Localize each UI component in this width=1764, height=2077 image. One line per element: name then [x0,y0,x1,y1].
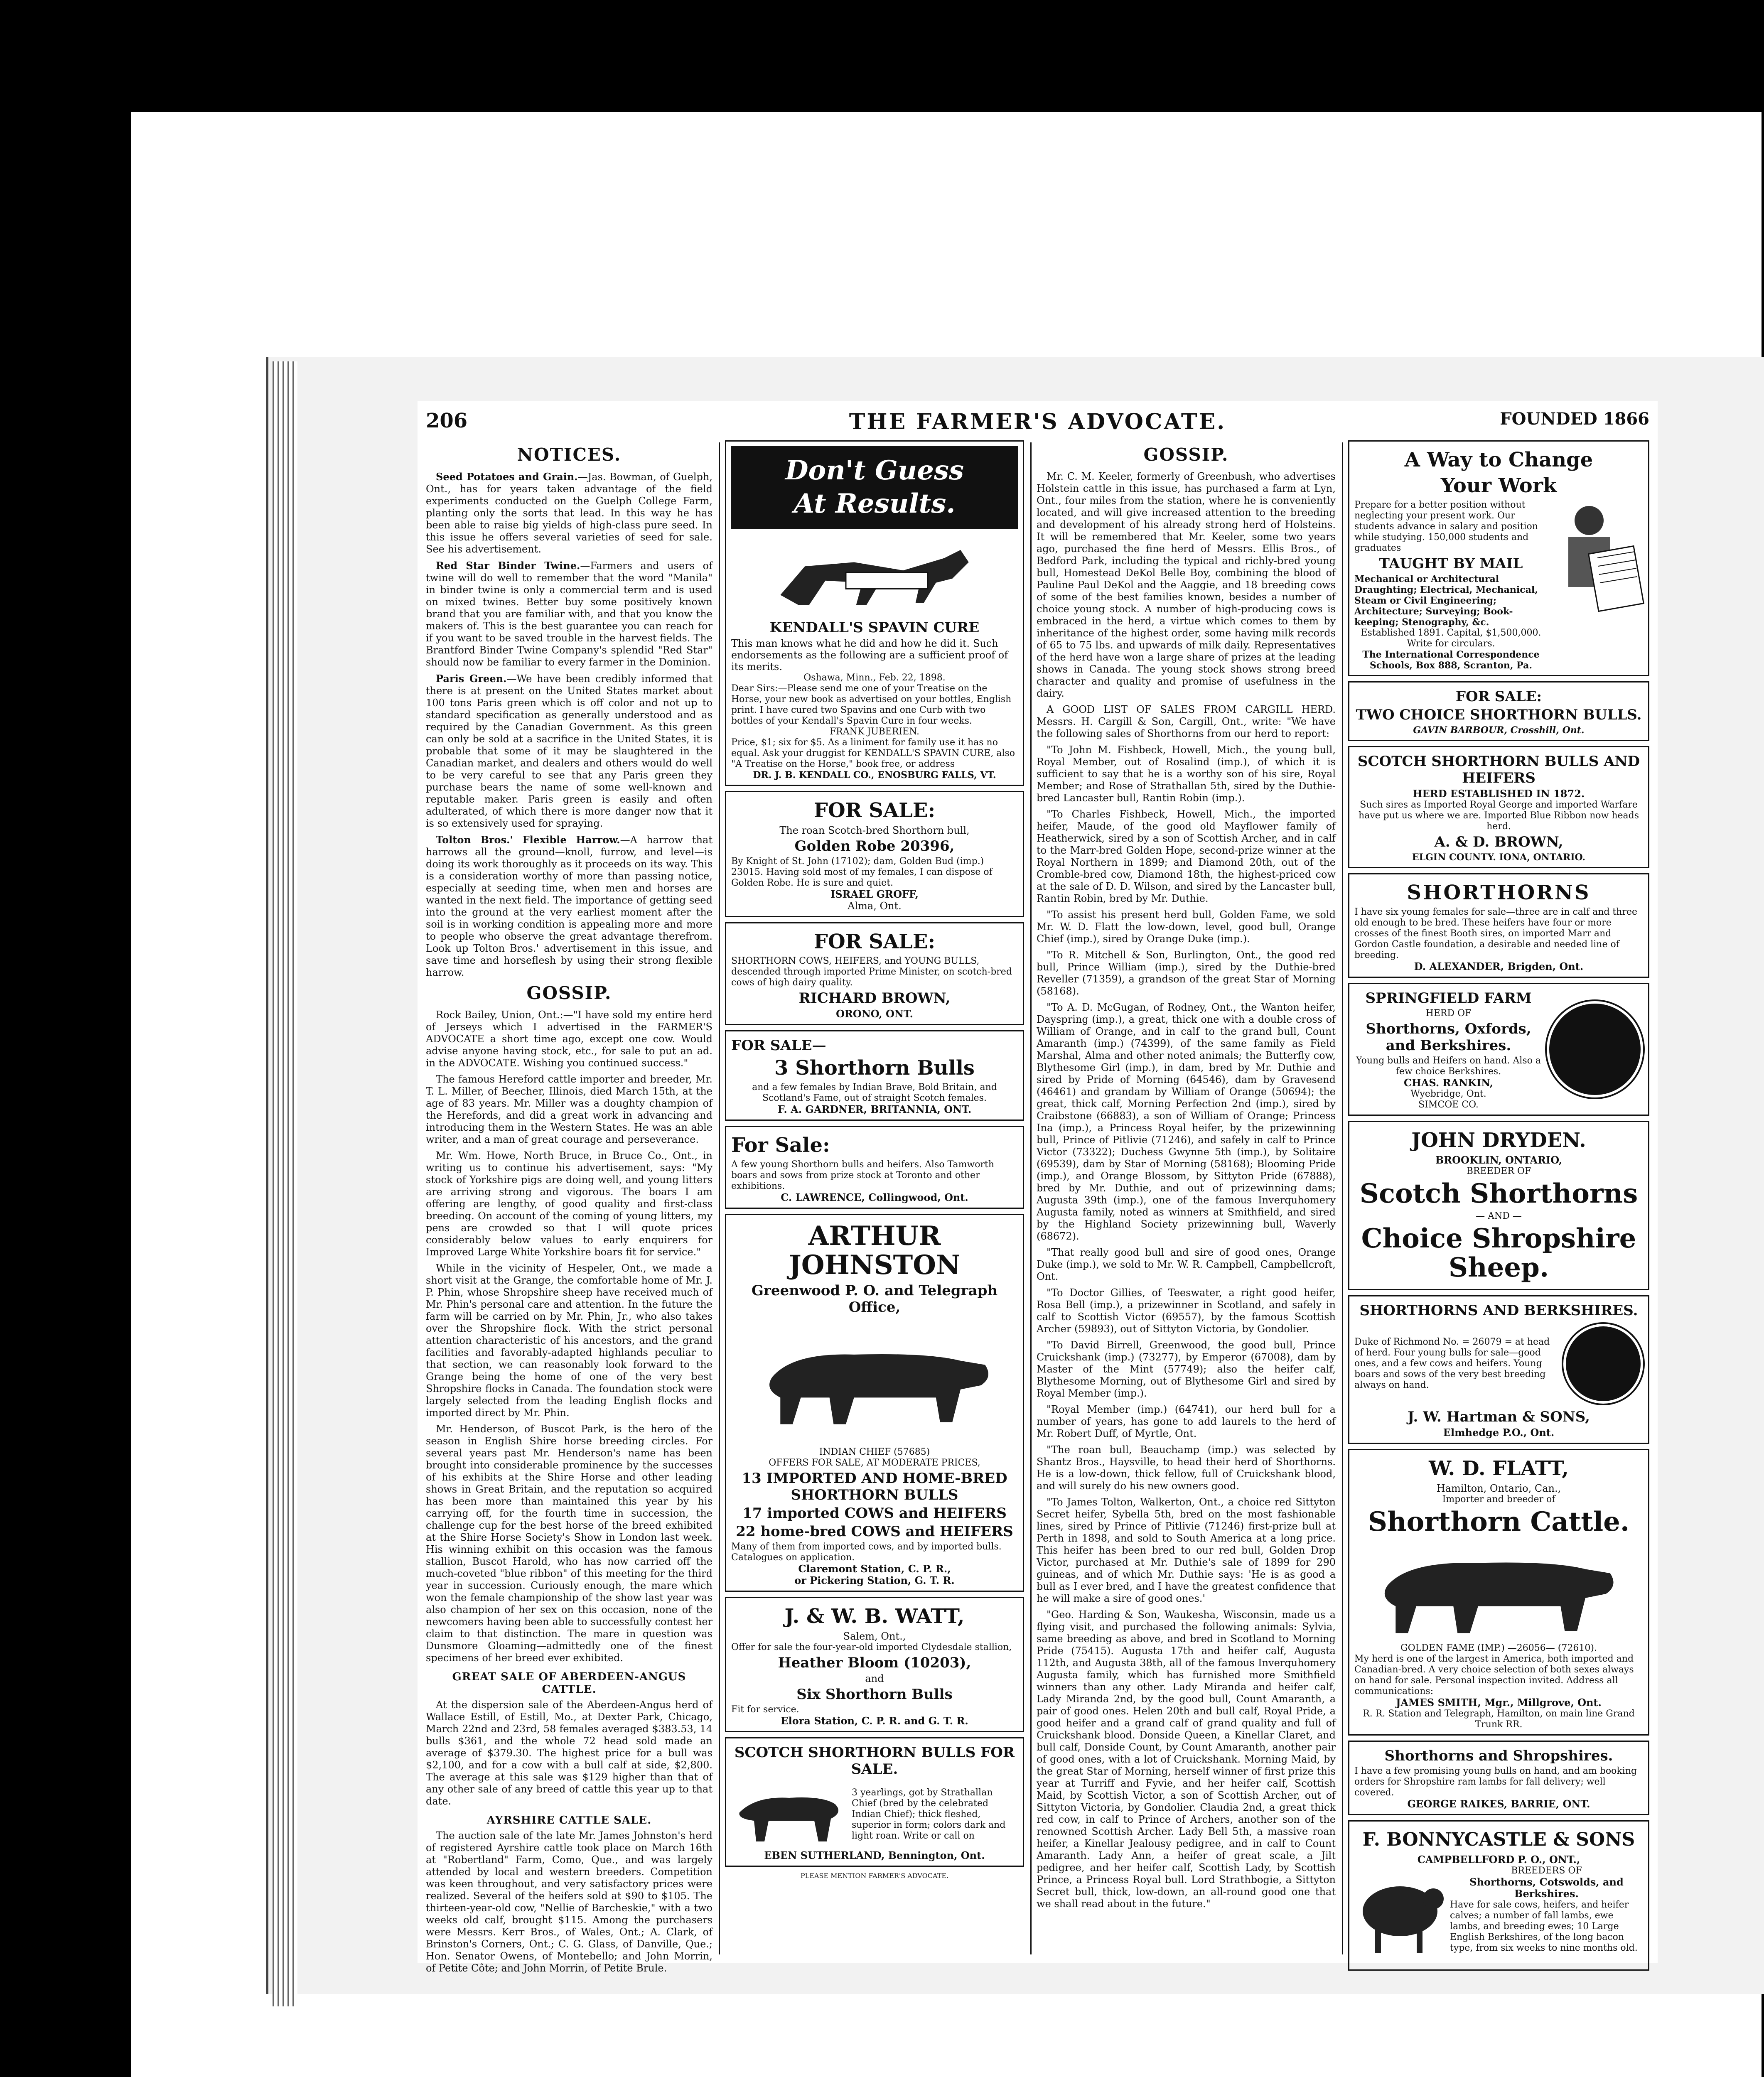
spavin-body: This man knows what he did and how he did it. Such endorsements as the following are a sufficient proof of its merits. [731,638,1008,673]
ayrshire-heading: AYRSHIRE CATTLE SALE. [486,1814,652,1827]
founded-label: FOUNDED 1866 [1500,409,1649,429]
gossip-paragraph: The famous Hereford cattle importer and breeder, Mr. T. L. Miller, of Beecher, Illinois, died March 15th, at the age of 83 years. Mr. Miller was a doughty champion of the Herefords, and did a great work in advancing and introducing them in the Western States. He was an able writer, and a man of great courage and perseverance. [426,1073,712,1145]
gossip-paragraph: Mr. Wm. Howe, North Bruce, in Bruce Co., Ont., in writing us to continue his advertisement, says: "My stock of Yorkshire pigs are doing well, and young litters are arriving strong and vigorous. The boars I am offering are lengthy, of good quality and first-class breeding. On account of the coming of young litters, my pens are crowded so that I will quote prices considerably below values to early enquirers for Improved Large White Yorkshire boars fit for service." [426,1150,712,1258]
gossip-paragraph: Rock Bailey, Union, Ont.:—"I have sold my entire herd of Jerseys which I advertised in the FARMER'S ADVOCATE a short time ago, except one cow. Would advise anyone having stock, etc., for sale to put an ad. in the ADVOCATE. Wishing you continued success." [426,1009,712,1069]
sutherland-ad: SCOTCH SHORTHORN BULLS FOR SALE. 3 yearlings, got by Strathallan Chief (bred by the celebrated Indian Chief); thick fleshed, superior in form; colors dark and light roan. Write or call on EBEN SUTHERLAND, Bennington, Ont. [725,1737,1024,1867]
alexander-ad: SHORTHORNS I have six young females for sale—three are in calf and three old enough to be bred. These heifers have four or more crosses of the finest Booth sires, on imported Marr and Gordon Castle foundation, a desirable and needed line of breeding. D. ALEXANDER, Brigden, Ont. [1348,873,1649,978]
medal-illustration [1563,1324,1643,1404]
for-sale-brown-ad: FOR SALE: SHORTHORN COWS, HEIFERS, and YOUNG BULLS, descended through imported Prime Minister, on scotch-bred cows of high dairy quality. RICHARD BROWN, ORONO, ONT. [725,922,1024,1025]
spavin-address: DR. J. B. KENDALL CO., ENOSBURG FALLS, VT. [753,770,996,781]
spavin-signer: FRANK JUBERIEN. [829,727,920,737]
masthead-title: THE FARMER'S ADVOCATE. [849,409,1226,435]
spavin-price: Price, $1; six for $5. As a liniment for family use it has no equal. Ask your druggist for KENDALL'S SPAVIN CURE, also "A Treatise on the Horse," book free, or address [731,737,1015,769]
notice-paragraph: Red Star Binder Twine.—Farmers and users of twine will do well to remember that the word "Manila" in binder twine is only a commercial term and is used on mixed twines. Better buy some positively known brand that you are familiar with, and that you know the makers of. This is the best guarantee you can reach for if you want to be saved trouble in the harvest fields. The Brantford Binder Twine Company's splendid "Red Star" should now be familiar to every farmer in the Dominion. [426,560,712,668]
column-rule [1342,442,1343,1954]
gossip-paragraph: "To R. Mitchell & Son, Burlington, Ont., the good red bull, Prince William (imp.), sired by the Duthie-bred Reveller (71359), a grandson of the great Star of Morning (58168). [1037,949,1336,997]
column-notices [426,440,712,1974]
column-rule [1030,442,1032,1954]
gossip-paragraph: "To assist his present herd bull, Golden Fame, we sold Mr. W. D. Flatt the low-down, level, good bull, Orange Chief (imp.), sired by Orange Duke (imp.). [1037,909,1336,945]
springfield-farm-ad: SPRINGFIELD FARM HERD OF Shorthorns, Oxfords, and Berkshires. Young bulls and Heifers on hand. Also a few choice Berkshires. CHAS. RANKIN, Wyebridge, Ont. SIMCOE CO. [1348,983,1649,1116]
hartman-ad: SHORTHORNS AND BERKSHIRES. Duke of Richmond No. = 26079 = at head of herd. Four young bulls for sale—good ones, and a few cows and heifers. Young boars and sows of the very best breeding always on hand. J. W. Hartman & SONS, Elmhedge P.O., Ont. [1348,1295,1649,1444]
a-d-brown-ad: SCOTCH SHORTHORN BULLS AND HEIFERS HERD ESTABLISHED IN 1872. Such sires as Imported Royal George and imported Warfare have put us where we are. Imported Blue Ribbon now heads herd. A. & D. BROWN, ELGIN COUNTY. IONA, ONTARIO. [1348,746,1649,868]
gossip-heading: GOSSIP. [526,983,612,1003]
spavin-letter: Dear Sirs:—Please send me one of your Treatise on the Horse, your new book as advertised on your bottles, English print. I have cured two Spavins and one Curb with two bottles of your Kendall's Spavin Cure in four weeks. [731,683,1012,726]
gossip-paragraph: Mr. Henderson, of Buscot Park, is the hero of the season in English Shire horse breeding circles. For several years past Mr. Henderson's name has been brought into considerable prominence by the successes of his exhibits at the Shire Horse and other leading shows in Great Britain, and the reputation so acquired has been more than maintained this year by his carrying off, for the fourth time in succession, the challenge cup for the best horse of the breed exhibited at the Shire Horse Society's Show in London last week. His winning exhibit on this occasion was the famous stallion, Buscot Harold, who has now carried off the much-coveted "blue ribbon" of this meeting for the third year in succession. Curiously enough, the mare which won the female championship of the show last year was also champion of her sex on this occasion, none of the newcomers having been able to successfully contest her claim to that distinction. The mare in question was Dunsmore Gloaming—admittedly one of the finest specimens of her breed ever exhibited. [426,1423,712,1664]
ayrshire-paragraph: The auction sale of the late Mr. James Johnston's herd of registered Ayrshire cattle took place on March 16th at "Robertland" Farm, Como, Que., and was largely attended by local and western breeders. Competition was keen throughout, and very satisfactory prices were realized. Several of the heifers sold at $90 to $105. The thirteen-year-old cow, "Nellie of Barcheskie," with a two weeks old calf, brought $115. Among the purchasers were Messrs. Kerr Bros., of Wales, Ont.; A. Clark, of Brinston's Corners, Ont.; C. G. Glass, of Danville, Que.; Hon. Senator Owens, of Montebello; and John Morrin, of Petite Côte; and John Morrin, of Petite Brule. [426,1830,712,1974]
aberdeen-paragraph: At the dispersion sale of the Aberdeen-Angus herd of Wallace Estill, of Estill, Mo., at Dexter Park, Chicago, March 22nd and 23rd, 58 females averaged $383.53, 14 bulls $361, and the whole 72 head sold made an average of $379.30. The highest price for a bull was $2,100, and for a cow with a bull calf at side, $2,800. The average at this sale was $129 higher than that of any other sale of any breed of cattle this year up to that date. [426,1699,712,1807]
watt-ad: J. & W. B. WATT, Salem, Ont., Offer for sale the four-year-old imported Clydesdale stallion, Heather Bloom (10203), and Six Shorthorn Bulls Fit for service. Elora Station, C. P. R. and G. T. R. [725,1597,1024,1732]
arthur-johnston-ad: ARTHUR JOHNSTON Greenwood P. O. and Telegraph Office, INDIAN CHIEF (57685) OFFERS FOR SALE, AT MODERATE PRICES, 13 IMPORTED AND HOME-BRED SHORTHORN BULLS 17 imported COWS and HEIFERS 22 home-bred COWS and HEIFERS Many of them from imported cows, and by imported bulls. Catalogues on application. Claremont Station, C. P. R., or Pickering Station, G. T. R. [725,1214,1024,1592]
correspondence-school-ad: A Way to Change Your Work Prepare for a better position without neglecting your present work. Our students advance in salary and position while studying. 150,000 students and graduates TAUGHT BY MAIL Mechanical or Architectural Draughting; Electrical, Mechanical, Steam or Civil Engineering; Architecture; Surveying; Book-keeping; Stenography, &c. Established 1891. Capital, $1,500,000. Write for circulars. The International Correspondence Schools, Box 888, Scranton, Pa. [1348,440,1649,676]
medal-illustration [1547,1001,1643,1097]
for-sale-lawrence-ad: For Sale: A few young Shorthorn bulls and heifers. Also Tamworth boars and sows from prize stock at Toronto and other exhibitions. C. LAWRENCE, Collingwood, Ont. [725,1126,1024,1209]
gossip-paragraph: A GOOD LIST OF SALES FROM CARGILL HERD. Messrs. H. Cargill & Son, Cargill, Ont., write: "We have the following sales of Shorthorns from our herd to report: [1037,704,1336,739]
notice-paragraph: Paris Green.—We have been credibly informed that there is at present on the United States market about 100 tons Paris green which is off color and not up to standard specification as generally understood and as required by the Canadian Government. As this green can only be sold at a sacrifice in the United States, it is probable that some of it may be slaughtered in the Canadian market, and dealers and others would do well to be very careful to see that any Paris green they purchase bears the name of some well-known and reputable maker. Paris green is easily and often adulterated, of which there is more danger now that it is so extensively used for spraying. [426,673,712,829]
gossip-heading: GOSSIP. [1143,444,1229,465]
for-sale-gardner-ad: FOR SALE— 3 Shorthorn Bulls and a few females by Indian Brave, Bold Britain, and Scotland's Fame, out of straight Scotch females. F. A. GARDNER, BRITANNIA, ONT. [725,1030,1024,1121]
sheep-illustration [1354,1866,1446,1965]
horse-illustration [731,533,1018,616]
bonnycastle-ad: F. BONNYCASTLE & SONS CAMPBELLFORD P. O., ONT., BREEDERS OF Shorthorns, Cotswolds, and Berkshires. Have for sale cows, heifers, and heifer calves; a number of fall lambs, ewe lambs, and breeding ewes; 10 Large English Berkshires, of the long bacon type, from six weeks to nine months old. [1348,1820,1649,1971]
notices-heading: NOTICES. [517,444,622,465]
gossip-paragraph: While in the vicinity of Hespeler, Ont., we made a short visit at the Grange, the comfortable home of Mr. J. P. Phin, whose Shropshire sheep have received much of Mr. Phin's personal care and attention. In the future the farm will be carried on by Mr. Phin, Jr., who also takes over the Shropshire flock. With the strict personal attention characteristic of his ancestors, and the grand facilities and favorably-adapted highlands peculiar to that section, we can reasonably look forward to the Grange being the home of one of the very best Shropshire flocks in Canada. The foundation stock were largely selected from the leading English flocks and imported direct by Mr. Phin. [426,1262,712,1419]
barbour-ad: FOR SALE: TWO CHOICE SHORTHORN BULLS. GAVIN BARBOUR, Crosshill, Ont. [1348,681,1649,741]
notice-paragraph: Seed Potatoes and Grain.—Jas. Bowman, of Guelph, Ont., has for years taken advantage of the field experiments conducted on the Guelph College Farm, planting only the sorts that lead. In this way he has been able to raise big yields of high-class pure seed. In this issue he offers several varieties of seed for sale. See his advertisement. [426,471,712,555]
column-ads-left [725,440,1024,1954]
gossip-paragraph: "To Doctor Gillies, of Teeswater, a right good heifer, Rosa Bell (imp.), a prizewinner in Scotland, and safely in calf to Scottish Victor (69557), by the famous Scottish Archer (59893), out of Sittyton Victoria, by Gondolier. [1037,1287,1336,1335]
bull-illustration [731,1779,848,1850]
notice-paragraph: Tolton Bros.' Flexible Harrow.—A harrow that harrows all the ground—knoll, furrow, and level—is doing its work thoroughly as it proceeds on its way. This is a consideration worthy of more than passing notice, especially at seeding time, when men and horses are wanted in the next field. The importance of getting seed into the ground at the very earliest moment after the soil is in working condition is appealing more and more to people who observe the great advantage therefrom. Look up Tolton Bros.' advertisement in this issue, and save time and horseflesh by using their strong flexible harrow. [426,834,712,978]
bull-illustration [731,1319,1018,1444]
column-rule [719,442,720,1954]
page-header [418,409,1658,438]
for-sale-groff-ad: FOR SALE: The roan Scotch-bred Shorthorn bull, Golden Robe 20396, By Knight of St. John (17102); dam, Golden Bud (imp.) 23015. Having sold most of my females, I can dispose of Golden Robe. He is sure and quiet. ISRAEL GROFF, Alma, Ont. [725,791,1024,917]
bull-illustration [1354,1540,1643,1640]
column-ads-right [1348,440,1649,1954]
column-gossip [1037,440,1336,1954]
gossip-paragraph: Mr. C. M. Keeler, formerly of Greenbush, who advertises Holstein cattle in this issue, has purchased a farm at Lyn, Ont., four miles from the station, where he is conveniently located, and will give increased attention to the breeding and development of his already strong herd of Holsteins. It will be remembered that Mr. Keeler, some two years ago, purchased the fine herd of Messrs. Ellis Bros., of Bedford Park, including the typical and richly-bred young bull, Homestead DeKol Belle Boy, combining the blood of Pauline Paul DeKol and the Aaggie, and 18 breeding cows of some of the best families known, besides a number of choice young stock. A number of high-producing cows is embraced in the herd, a virtue which comes to them by inheritance of the highest order, some having milk records of 65 to 75 lbs. and upwards of milk daily. Representatives of the herd have won a large share of prizes at the leading shows in Canada. The young stock shows strong breed character and quality and promise of usefulness in the dairy. [1037,471,1336,699]
gossip-paragraph: "To James Tolton, Walkerton, Ont., a choice red Sittyton Secret heifer, Sybella 5th, bred on the most fashionable lines, sired by Prince of Pitlivie (71246) first-prize bull at Perth in 1898, and sold to South America at a long price. This heifer has been bred to our red bull, Golden Drop Victor, purchased at Mr. Duthie's sale of 1899 for 290 guineas, and of which Mr. Duthie says: 'He is as good a bull as I ever bred, and I have the greatest confidence that he will make a sire of good ones.' [1037,1496,1336,1604]
aberdeen-heading: GREAT SALE OF ABERDEEN-ANGUS CATTLE. [452,1671,686,1696]
spavin-banner: Don't Guess At Results. [731,446,1018,529]
gossip-paragraph: "That really good bull and sire of good ones, Orange Duke (imp.), we sold to Mr. W. R. Campbell, Campbellcroft, Ont. [1037,1247,1336,1282]
gossip-paragraph: "To John M. Fishbeck, Howell, Mich., the young bull, Royal Member, out of Rosalind (imp.), of which it is sufficient to say that he is a worthy son of his sire, Royal Member; and Rose of Strathallan 5th, sired by the Duthie-bred Lancaster bull, Rantin Robin (imp.). [1037,744,1336,804]
gossip-paragraph: "Geo. Harding & Son, Waukesha, Wisconsin, made us a flying visit, and purchased the following animals: Sylvia, same breeding as above, and bred in Scotland to Morning Pride (75415). Augusta 17th and heifer calf, Augusta 112th, and Augusta 38th, all of the famous Inverquhomery Augusta family, which has furnished more Smithfield winners than any other. Lady Miranda and heifer calf, Lady Miranda 2nd, by the good bull, Count Amaranth, a pair of good ones. Helen 20th and bull calf, Royal Pride, a good heifer and a grand calf of grand quality and full of Cruickshank blood. Donside Queen, a Kinellar Claret, and bull calf, Donside Count, by Count Amaranth, another pair of good ones, with a lot of Cruickshank. Morning Maid, by the great Star of Morning, herself winner of first prize this year at Turriff and Fyvie, and her heifer calf, Scottish Maid, by Scottish Victor, a son of Scottish Archer, out of Sittyton Victoria, by Gondolier. Claudia 2nd, a great thick red cow, in calf to Prince of Archers, another son of the renowned Scottish Archer. Lady Bell 5th, a massive roan heifer, a Kinellar Jealousy pedigree, and in calf to Count Amaranth. Lady Ann, a heifer of great scale, a Jilt pedigree, and her heifer calf, Scottish Lady, by Scottish Prince, a Princess Royal bull. Lord Strathbogie, a Sittyton Secret bull, thick, low-down, an all-round good one that we shall read about in the future." [1037,1609,1336,1910]
spavin-cure-ad [725,440,1024,786]
newspaper-page [418,401,1658,1974]
gossip-paragraph: "The roan bull, Beauchamp (imp.) was selected by Shantz Bros., Haysville, to head their herd of Shorthorns. He is a low-down, thick fellow, full of Cruickshank blood, and will surely do his new owners good. [1037,1444,1336,1492]
gossip-paragraph: "To A. D. McGugan, of Rodney, Ont., the Wanton heifer, Dayspring (imp.), a great, thick one with a double cross of William of Orange, and in calf to the grand bull, Count Amaranth (imp.) (74399), of the same family as Field Marshal, Alma and other noted animals; the Butterfly cow, Blythesome Girl (imp.), in dam, bred by Mr. Duthie and sired by Pride of Morning (64546), dam by Gravesend (46461) and grandam by William of Orange (50694); the great, thick calf, Morning Perfection 2nd (imp.), sired by Craibstone (66883), a son of William of Orange; Princess Ina (imp.), a Princess Royal heifer, by the prizewinning bull, Prince of Pitlivie (71246), and safely in calf to Prince Victor (73322); Duchess Gwynne 5th (imp.), by Solitaire (69539), dam by Star of Morning (58168); Blooming Pride (imp.), and Orange Blossom, by Sittyton Pride (67888), bred by Mr. Duthie, and out of prizewinning dams; Augusta 39th (imp.), one of the famous Inverquhomery Augusta family, noted as winners at Smithfield, and sired by the Highland Society prizewinning bull, Waverly (68672). [1037,1002,1336,1242]
dryden-ad: JOHN DRYDEN. BROOKLIN, ONTARIO, BREEDER OF Scotch Shorthorns — AND — Choice Shropshire Sheep. [1348,1121,1649,1290]
gossip-paragraph: "To David Birrell, Greenwood, the good bull, Prince Cruickshank (imp.) (73277), by Emperor (67008), dam by Master of the Mint (57749); also the heifer calf, Blythesome Morning, out of Blythesome Girl and sired by Royal Member (imp.). [1037,1339,1336,1399]
flatt-ad: W. D. FLATT, Hamilton, Ontario, Can., Importer and breeder of Shorthorn Cattle. GOLDEN FAME (IMP.) —26056— (72610). My herd is one of the largest in America, both imported and Canadian-bred. A very choice selection of both sexes always on hand for sale. Personal inspection invited. Address all communications: JAMES SMITH, Mgr., Millgrove, Ont. R. R. Station and Telegraph, Hamilton, on main line Grand Trunk RR. [1348,1449,1649,1736]
page-number: 206 [426,409,468,432]
student-illustration [1552,500,1643,616]
gossip-paragraph: "To Charles Fishbeck, Howell, Mich., the imported heifer, Maude, of the good old Mayflower family of Heatherwick, sired by a son of Scottish Archer, and in calf to the Marr-bred Golden Hope, second-prize winner at the Royal Northern in 1899; and Diamond 20th, out of the Cromble-bred cow, Diamond 18th, the highest-priced cow at the sale of D. D. Wilson, and sired by the Lancaster bull, Rantin Robin, bred by Mr. Duthie. [1037,808,1336,904]
spavin-letter-place: Oshawa, Minn., Feb. 22, 1898. [803,673,946,683]
spavin-brand: KENDALL'S SPAVIN CURE [769,619,980,636]
gossip-paragraph: "Royal Member (imp.) (64741), our herd bull for a number of years, has gone to add laurels to the herd of Mr. Robert Duff, of Myrtle, Ont. [1037,1404,1336,1439]
mention-notice: PLEASE MENTION FARMER'S ADVOCATE. [800,1872,949,1880]
raikes-ad: Shorthorns and Shropshires. I have a few promising young bulls on hand, and am booking orders for Shropshire ram lambs for fall delivery; well covered. GEORGE RAIKES, BARRIE, ONT. [1348,1741,1649,1815]
